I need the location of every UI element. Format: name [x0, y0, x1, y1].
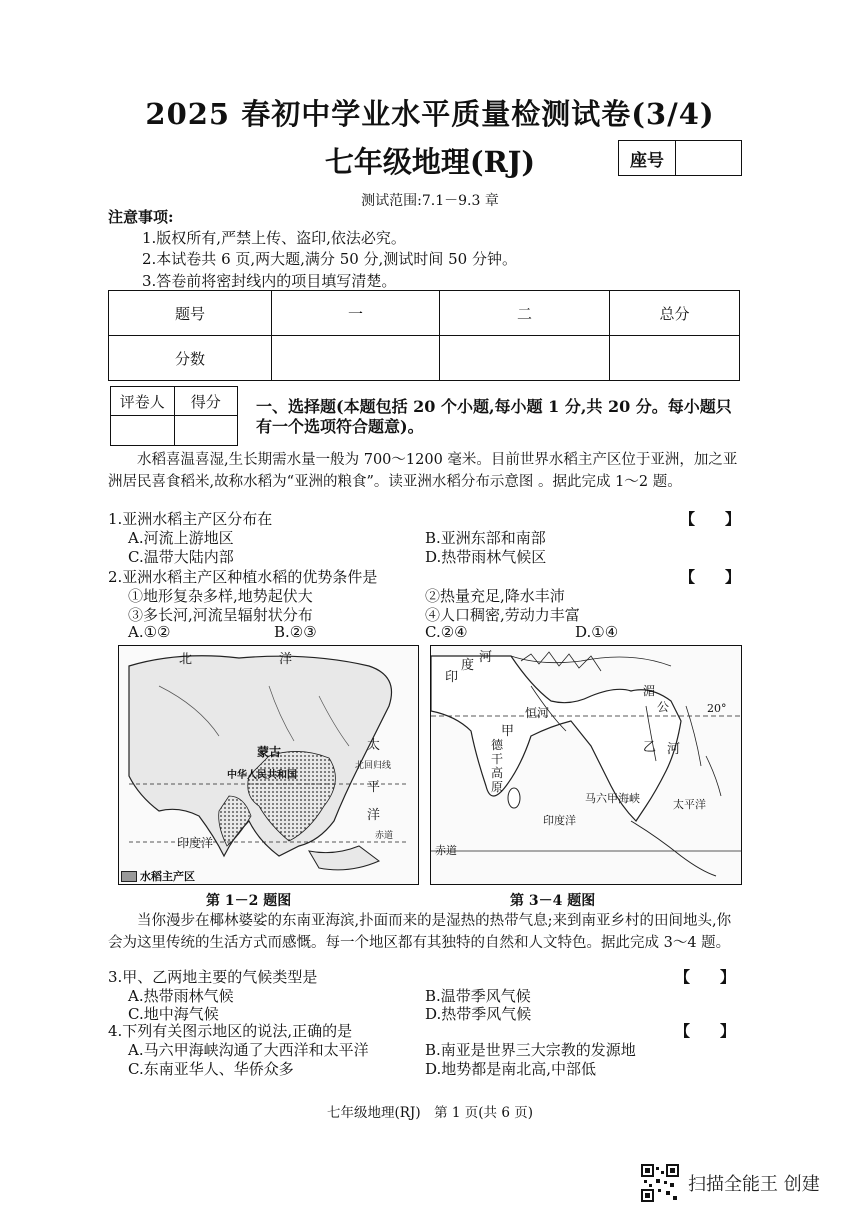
q2-statement-1: ①地形复杂多样,地势起伏大 [128, 587, 313, 605]
south-asia-map-drawing [431, 646, 741, 884]
grader-label: 评卷人 [111, 387, 175, 416]
map2-label-yi: 乙 [643, 740, 657, 755]
q3-option-c[interactable]: C.地中海气候 [128, 1005, 219, 1023]
score-header-cell: 总分 [610, 291, 740, 336]
score-header-cell: 二 [440, 291, 610, 336]
grader-table [110, 386, 238, 446]
q2-option-a[interactable]: A.①② [128, 623, 171, 641]
q2-option-b[interactable]: B.②③ [274, 623, 317, 641]
seat-label: 座号 [619, 141, 676, 175]
notice-item: 1.版权所有,严禁上传、盗印,依法必究。 [142, 229, 406, 247]
q3-option-b[interactable]: B.温带季风气候 [425, 987, 531, 1005]
map1-legend [121, 868, 195, 884]
grader-cell[interactable] [111, 416, 175, 446]
legend-label: 水稻主产区 [140, 870, 195, 883]
map1-label-tropic: 北回归线 [355, 761, 392, 771]
q2-statement-4: ④人口稠密,劳动力丰富 [425, 606, 580, 624]
map2-label-equator: 赤道 [435, 844, 457, 857]
map2-caption: 第 3－4 题图 [510, 893, 596, 909]
map1-label-pacific: 平 [367, 780, 381, 795]
notice-item: 3.答卷前将密封线内的项目填写清楚。 [142, 272, 397, 290]
map1-label-china: 中华人民共和国 [227, 770, 297, 781]
points-label: 得分 [174, 387, 238, 416]
question-4-stem: 4.下列有关图示地区的说法,正确的是 [108, 1022, 353, 1040]
q2-option-d[interactable]: D.①④ [575, 623, 619, 641]
points-cell[interactable] [174, 416, 238, 446]
answer-bracket[interactable]: 【 】 [675, 1022, 736, 1040]
seat-number-box [618, 140, 742, 176]
question-1-stem: 1.亚洲水稻主产区分布在 [108, 510, 273, 528]
q4-option-c[interactable]: C.东南亚华人、华侨众多 [128, 1060, 294, 1078]
map2-label-pacific: 太平洋 [673, 798, 706, 811]
q3-option-d[interactable]: D.热带季风气候 [425, 1005, 532, 1023]
q4-option-b[interactable]: B.南亚是世界三大宗教的发源地 [425, 1041, 636, 1059]
q2-statement-2: ②热量充足,降水丰沛 [425, 587, 565, 605]
q2-option-c[interactable]: C.②④ [425, 623, 468, 641]
deccan-char: 德 [491, 738, 504, 752]
south-asia-map [430, 645, 742, 885]
qr-code-icon [640, 1163, 680, 1203]
deccan-char: 原 [491, 780, 504, 794]
deccan-char: 干 [491, 752, 504, 766]
section-one-heading: 一、选择题(本题包括 20 个小题,每小题 1 分,共 20 分。每小题只有一个选项符合题意)。 [256, 397, 732, 436]
map1-label-pacific: 洋 [367, 808, 381, 823]
seat-number-field[interactable] [676, 141, 741, 175]
map1-label-ocean: 洋 [279, 652, 293, 667]
score-cell[interactable] [610, 336, 740, 381]
map2-label-mekong: 公 [657, 700, 670, 714]
watermark-text: 扫描全能王 创建 [688, 1174, 820, 1195]
deccan-char: 高 [491, 766, 504, 780]
q1-option-d[interactable]: D.热带雨林气候区 [425, 548, 547, 566]
map2-label-deccan [491, 738, 503, 794]
score-cell[interactable] [272, 336, 440, 381]
score-header-cell: 题号 [109, 291, 272, 336]
map2-label-he: 河 [667, 742, 681, 757]
map2-label-malacca: 马六甲海峡 [585, 792, 640, 805]
q3-option-a[interactable]: A.热带雨林气候 [128, 987, 234, 1005]
q4-option-d[interactable]: D.地势都是南北高,中部低 [425, 1060, 597, 1078]
paper-subtitle: 七年级地理(RJ) [324, 145, 536, 179]
notice-item: 2.本试卷共 6 页,两大题,满分 50 分,测试时间 50 分钟。 [142, 250, 517, 268]
question-2-stem: 2.亚洲水稻主产区种植水稻的优势条件是 [108, 568, 378, 586]
test-scope: 测试范围:7.1－9.3 章 [361, 193, 499, 209]
paper-title: 2025 春初中学业水平质量检测试卷(3/4) [145, 97, 715, 131]
map1-caption: 第 1－2 题图 [206, 893, 292, 909]
q2-statement-3: ③多长河,河流呈辐射状分布 [128, 606, 313, 624]
map2-label-du: 度 [461, 658, 475, 673]
score-table [108, 290, 740, 381]
asia-rice-map [118, 645, 419, 885]
legend-swatch [121, 871, 137, 882]
map2-label-river: 河 [479, 650, 493, 665]
scanner-watermark [640, 1163, 820, 1203]
map2-label-mekong: 湄 [643, 684, 656, 698]
q1-option-a[interactable]: A.河流上游地区 [128, 529, 234, 547]
map1-label-mongolia: 蒙古 [257, 745, 282, 759]
map1-label-pacific: 太 [367, 738, 381, 753]
question-3-stem: 3.甲、乙两地主要的气候类型是 [108, 968, 318, 986]
answer-bracket[interactable]: 【 】 [680, 510, 741, 528]
map2-label-ganges: 恒河 [525, 706, 550, 720]
map1-label-indian-ocean: 印度洋 [177, 836, 214, 850]
map1-label-north: 北 [179, 652, 193, 667]
map1-label-equator: 赤道 [375, 831, 394, 841]
q1-option-b[interactable]: B.亚洲东部和南部 [425, 529, 546, 547]
answer-bracket[interactable]: 【 】 [675, 968, 736, 986]
answer-bracket[interactable]: 【 】 [680, 568, 741, 586]
map2-label-latitude: 20° [707, 702, 727, 715]
map2-label-indian-ocean: 印度洋 [543, 814, 576, 827]
passage-one: 水稻喜温喜湿,生长期需水量一般为 700～1200 毫米。目前世界水稻主产区位于亚洲，加之亚洲居民喜食稻米,故称水稻为“亚洲的粮食”。读亚洲水稻分布示意图 。据此完成 1～2 题。 [108, 452, 738, 490]
q1-option-c[interactable]: C.温带大陆内部 [128, 548, 234, 566]
map2-label-india: 印 [445, 670, 459, 685]
score-cell[interactable] [440, 336, 610, 381]
notice-heading: 注意事项: [108, 208, 174, 226]
score-row-label: 分数 [109, 336, 272, 381]
q4-option-a[interactable]: A.马六甲海峡沟通了大西洋和太平洋 [128, 1041, 369, 1059]
passage-two: 当你漫步在椰林婆娑的东南亚海滨,扑面而来的是湿热的热带气息;来到南亚乡村的田间地头,你会为这里传统的生活方式而感慨。每一个地区都有其独特的自然和人文特色。据此完成 3～4 题。 [108, 913, 732, 951]
page-footer: 七年级地理(RJ) 第 1 页(共 6 页) [327, 1105, 533, 1121]
score-header-cell: 一 [272, 291, 440, 336]
map2-label-jia: 甲 [501, 724, 515, 739]
